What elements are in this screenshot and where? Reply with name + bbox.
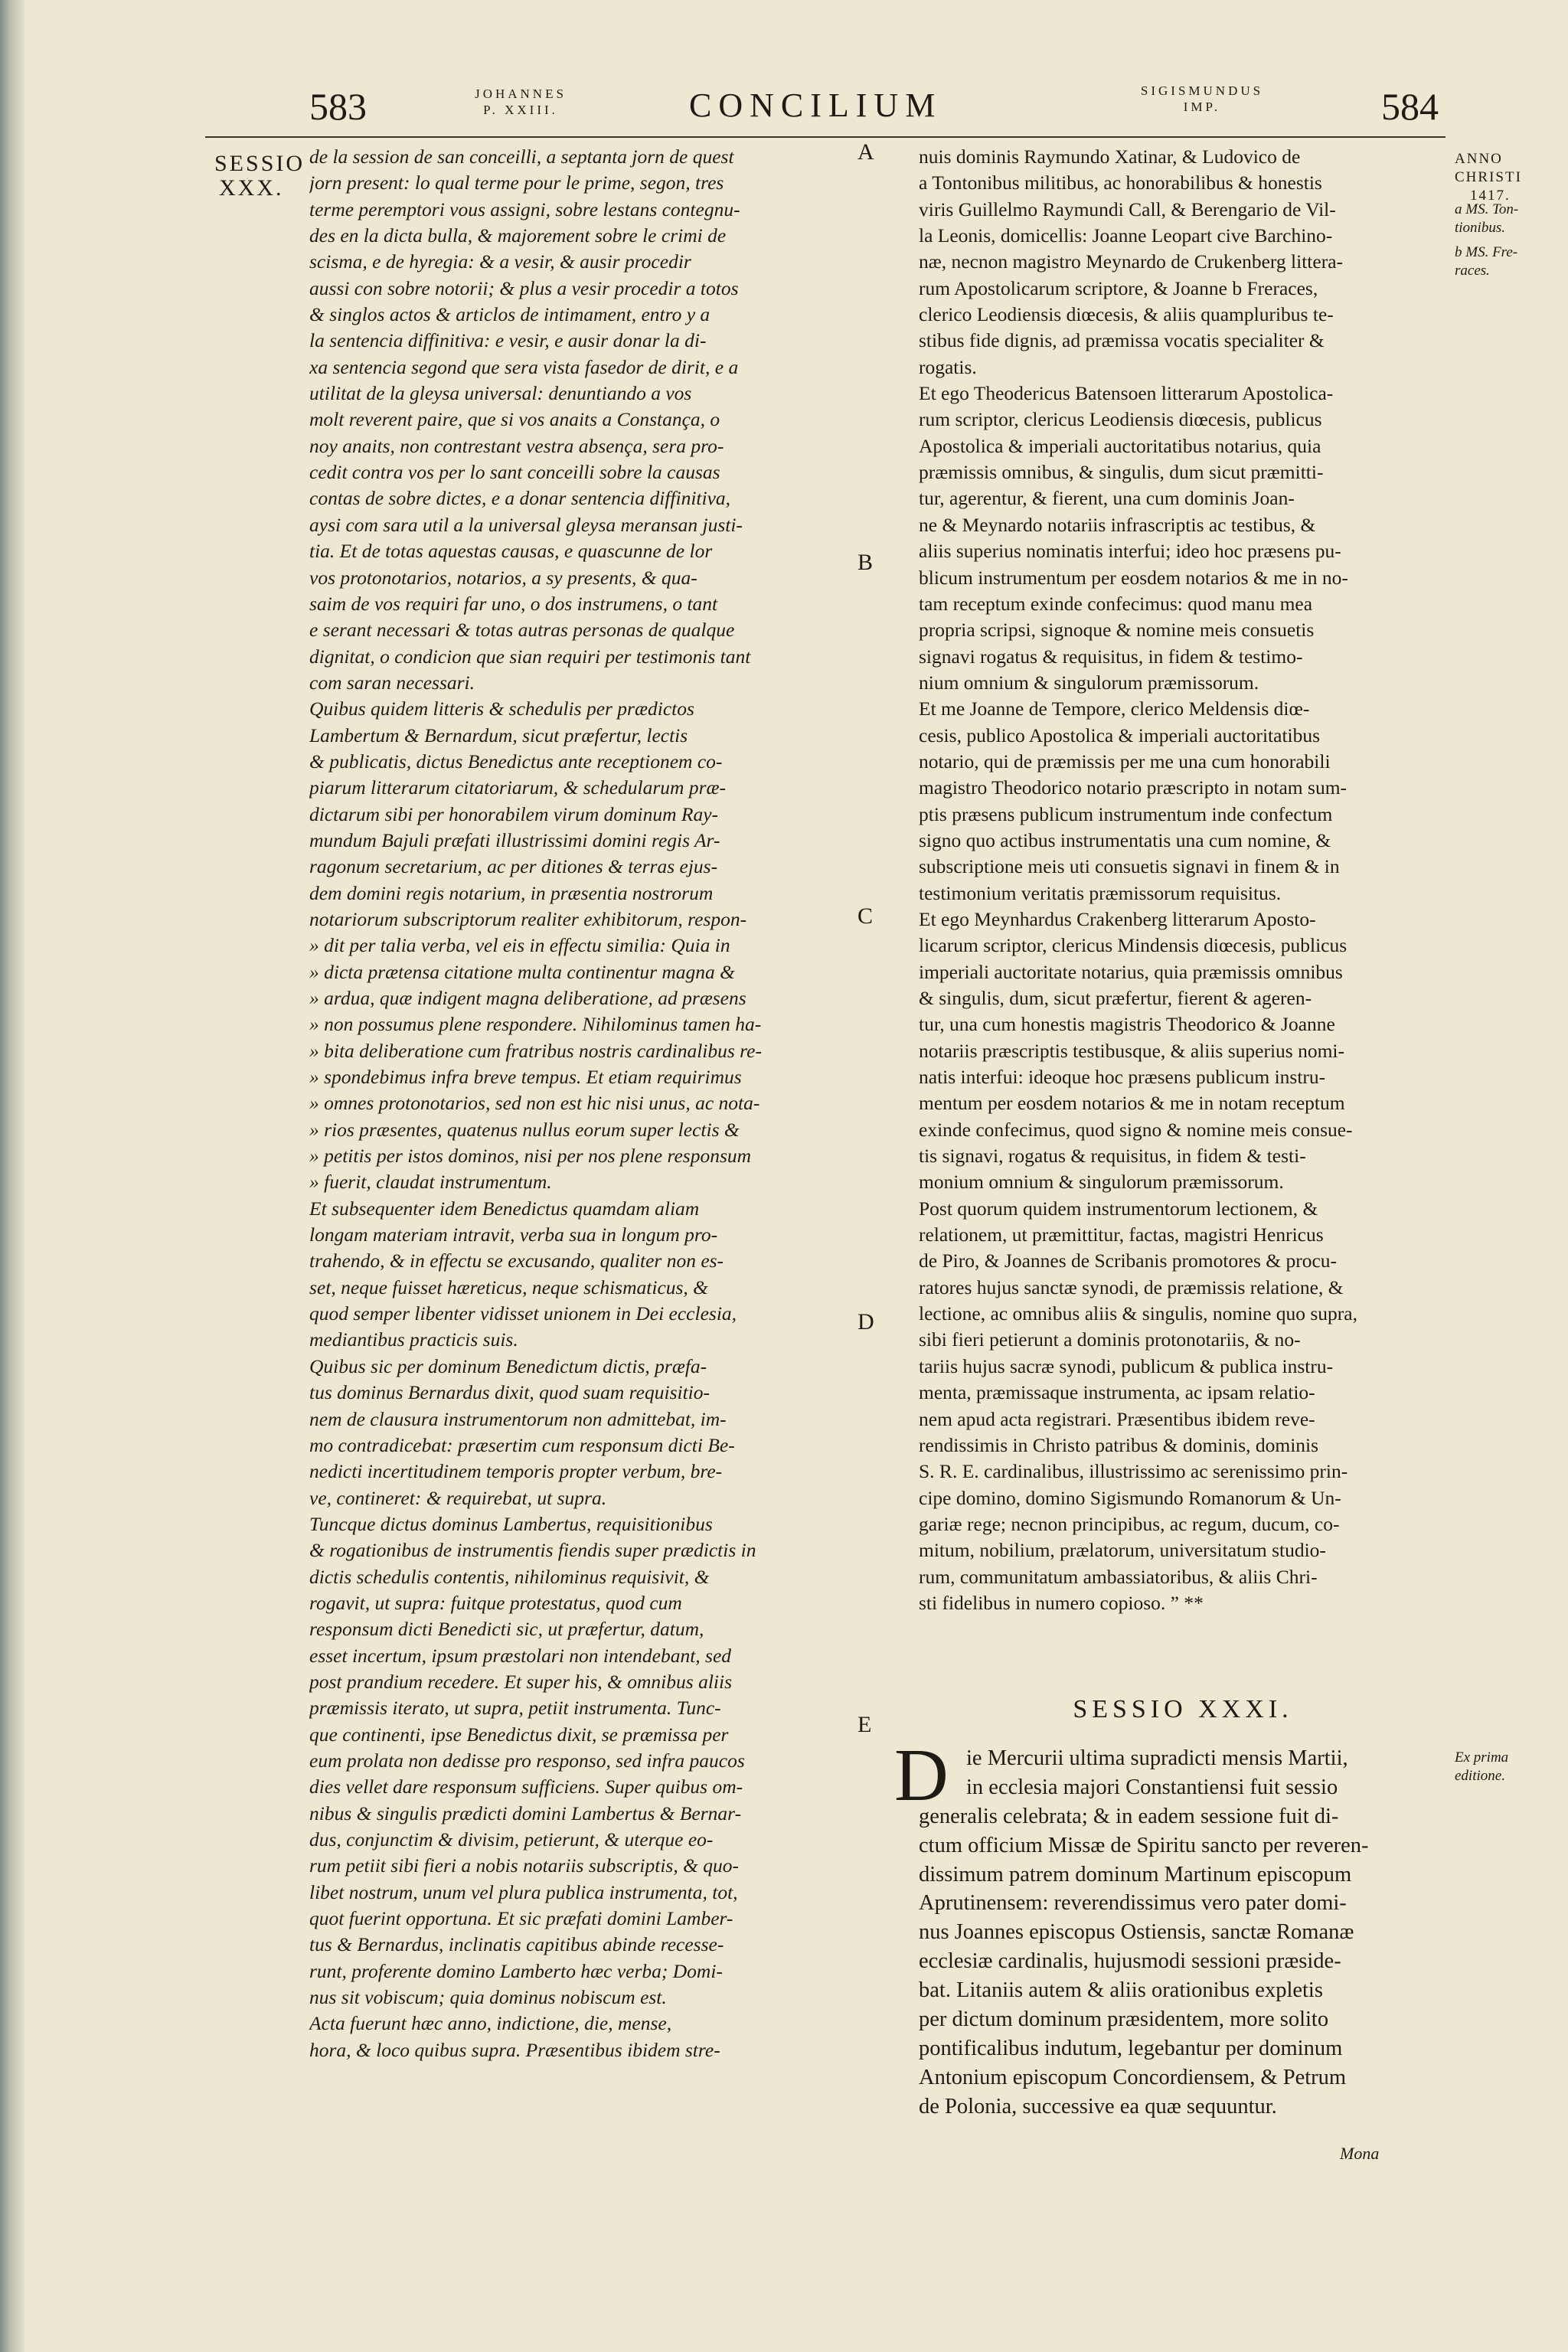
side-note-edition-line1: Ex prima: [1455, 1749, 1509, 1766]
left-column-line: de la session de san conceilli, a septanta jorn de quest: [309, 145, 734, 168]
right-column-line: gariæ rege; necnon principibus, ac regum, ducum, co-: [919, 1512, 1340, 1535]
right-column-line: a Tontonibus militibus, ac honorabilibus & honestis: [919, 172, 1322, 194]
margin-letter-e: E: [858, 1712, 872, 1737]
left-column-line: & rogationibus de instrumentis fiendis super prædictis in: [309, 1539, 756, 1562]
right-column-line: cipe domino, domino Sigismundo Romanorum & Un-: [919, 1486, 1341, 1509]
left-column: [309, 144, 850, 2063]
left-column-line: longam materiam intravit, verba sua in longum pro-: [309, 1223, 718, 1246]
left-column-line: tia. Et de totas aquestas causas, e quascunne de lor: [309, 540, 713, 563]
left-column-line: Lambertum & Bernardum, sicut præfertur, lectis: [309, 724, 688, 746]
running-head-left: [459, 86, 582, 118]
section-body-line: bat. Litaniis autem & aliis orationibus expletis: [919, 1978, 1323, 2003]
right-column-line: præmissis omnibus, & singulis, dum sicut præmitti-: [919, 461, 1324, 484]
left-column-line: dictarum sibi per honorabilem virum dominum Ray-: [309, 802, 719, 825]
right-column-line: nem apud acta registrari. Præsentibus ibidem reve-: [919, 1407, 1315, 1430]
side-note-edition-line2: editione.: [1455, 1768, 1505, 1784]
margin-letter-a: A: [858, 139, 874, 165]
right-column-line: Post quorum quidem instrumentorum lectionem, &: [919, 1197, 1318, 1220]
section-body-line: ctum officium Missæ de Spiritu sancto per reveren-: [919, 1833, 1369, 1857]
right-column-line: clerico Leodiensis diœcesis, & aliis quampluribus te-: [919, 303, 1334, 326]
right-column-line: sti fidelibus in numero copioso. ” **: [919, 1591, 1204, 1614]
right-column-line: viris Guillelmo Raymundi Call, & Berengario de Vil-: [919, 198, 1336, 220]
left-column-line: contas de sobre dictes, e a donar sentencia diffinitiva,: [309, 487, 731, 510]
anno-christi: [1455, 150, 1547, 205]
left-column-line: e serant necessari & totas autras personas de qualque: [309, 619, 735, 642]
section-body-line: ecclesiæ cardinalis, hujusmodi sessioni præside-: [919, 1949, 1341, 1974]
right-column-line: de Piro, & Joannes de Scribanis promotores & procu-: [919, 1250, 1338, 1272]
left-column-line: esset incertum, ipsum præstolari non intendebant, sed: [309, 1644, 732, 1667]
left-column-line: terme peremptori vous assigni, sobre lestans contegnu-: [309, 198, 740, 220]
right-column-line: notariis præscriptis testibusque, & aliis superius nomi-: [919, 1039, 1344, 1062]
right-column-line: næ, necnon magistro Meynardo de Crukenberg littera-: [919, 250, 1344, 273]
left-column-line: eum prolata non dedisse pro responso, sed infra paucos: [309, 1749, 745, 1772]
left-column-line: dignitat, o condicion que sian requiri per testimonis tant: [309, 645, 751, 668]
right-column-line: tur, una cum honestis magistris Theodorico & Joanne: [919, 1013, 1335, 1036]
page-title: CONCILIUM: [689, 87, 942, 124]
section-body-line: in ecclesia majori Constantiensi fuit sessio: [966, 1775, 1338, 1799]
right-column-line: tam receptum exinde confecimus: quod manu mea: [919, 592, 1313, 615]
left-column-line: Et subsequenter idem Benedictus quamdam aliam: [309, 1197, 700, 1220]
right-column-line: exinde confecimus, quod signo & nomine meis consue-: [919, 1118, 1353, 1141]
right-column-line: tariis hujus sacræ synodi, publicum & publica instru-: [919, 1354, 1334, 1377]
side-note-a-line1: a MS. Ton-: [1455, 201, 1519, 217]
left-column-line: & publicatis, dictus Benedictus ante receptionem co-: [309, 750, 723, 773]
right-column-line: Et me Joanne de Tempore, clerico Meldensis diœ-: [919, 697, 1310, 720]
left-column-line: post prandium recedere. Et super his, & omnibus aliis: [309, 1670, 732, 1693]
book-gutter: [0, 0, 24, 2352]
left-column-line: rum petiit sibi fieri a nobis notariis subscriptis, & quo-: [309, 1854, 740, 1877]
right-column-line: mentum per eosdem notarios & me in notam receptum: [919, 1092, 1345, 1115]
left-column-line: cedit contra vos per lo sant conceilli sobre la causas: [309, 461, 720, 484]
left-column-line: vos protonotarios, notarios, a sy presents, & qua-: [309, 566, 697, 589]
drop-cap: D: [894, 1734, 949, 1817]
section-body-line: pontificalibus indutum, legebantur per dominum: [919, 2036, 1343, 2060]
left-column-line: scisma, e de hyregia: & a vesir, & ausir procedir: [309, 250, 691, 273]
right-column-line: Et ego Theodericus Batensoen litterarum Apostolica-: [919, 382, 1334, 405]
left-column-line: rogavit, ut supra: fuitque protestatus, quod cum: [309, 1591, 682, 1614]
margin-letter-b: B: [858, 550, 874, 575]
left-column-line: » fuerit, claudat instrumentum.: [309, 1171, 552, 1194]
left-column-line: » spondebimus infra breve tempus. Et etiam requirimus: [309, 1066, 742, 1089]
right-column-line: ratores hujus sanctæ synodi, de præmissis relatione, &: [919, 1276, 1344, 1298]
left-column-line: » omnes protonotarios, sed non est hic nisi unus, ac nota-: [309, 1092, 760, 1115]
left-column-line: runt, proferente domino Lamberto hæc verba; Domi-: [309, 1959, 723, 1982]
right-column-line: relationem, ut præmittitur, factas, magistri Henricus: [919, 1223, 1324, 1246]
right-column-line: Et ego Meynhardus Crakenberg litterarum Aposto-: [919, 907, 1316, 930]
left-column-line: la sentencia diffinitiva: e vesir, e ausir donar la di-: [309, 329, 707, 352]
left-column-line: dies vellet dare responsum sufficiens. Super quibus om-: [309, 1775, 743, 1798]
left-column-line: com saran necessari.: [309, 671, 475, 694]
christi-line: CHRISTI: [1455, 169, 1522, 185]
right-column-line: sibi fieri petierunt a dominis protonotariis, & no-: [919, 1328, 1301, 1351]
left-column-line: » petitis per istos dominos, nisi per nos plene responsum: [309, 1145, 752, 1168]
right-column-line: imperiali auctoritate notarius, quia præmissis omnibus: [919, 960, 1343, 983]
right-column-line: signo quo actibus instrumentatis una cum nomine, &: [919, 828, 1331, 851]
right-column-line: mitum, nobilium, prælatorum, universitatum studio-: [919, 1539, 1326, 1562]
left-column-line: jorn present: lo qual terme pour le prime, segon, tres: [309, 172, 724, 194]
right-column-line: notario, qui de præmissis per me una cum honorabili: [919, 750, 1331, 773]
left-column-line: saim de vos requiri far uno, o dos instrumens, o tant: [309, 592, 718, 615]
section-body-line: nus Joannes episcopus Ostiensis, sanctæ Romanæ: [919, 1920, 1354, 1945]
left-column-line: mediantibus practicis suis.: [309, 1328, 518, 1351]
left-column-line: responsum dicti Benedicti sic, ut præfertur, datum,: [309, 1618, 704, 1641]
left-column-line: ragonum secretarium, ac per ditiones & terras ejus-: [309, 855, 718, 878]
left-column-line: » ardua, quæ indigent magna deliberatione, ad præsens: [309, 987, 746, 1009]
right-column-line: blicum instrumentum per eosdem notarios & me in no-: [919, 566, 1348, 589]
page-number-right: 584: [1381, 85, 1439, 128]
right-column-line: monium omnium & singulorum præmissorum.: [919, 1171, 1284, 1194]
section-body-line: Antonium episcopum Concordiensem, & Petrum: [919, 2065, 1347, 2089]
running-head-right-line2: IMP.: [1183, 100, 1221, 114]
left-column-line: nibus & singulis prædicti domini Lambertus & Bernar-: [309, 1802, 742, 1824]
section-body-line: de Polonia, successive ea quæ sequuntur.: [919, 2094, 1277, 2118]
left-column-line: que continenti, ipse Benedictus dixit, se præmissa per: [309, 1723, 729, 1746]
section-body-line: Aprutinensem: reverendissimus vero pater domi-: [919, 1891, 1347, 1916]
left-column-line: Acta fuerunt hæc anno, indictione, die, mense,: [309, 2012, 672, 2035]
left-column-line: præmissis iterato, ut supra, petiit instrumenta. Tunc-: [309, 1697, 721, 1720]
right-column-line: aliis superius nominatis interfui; ideo hoc præsens pu-: [919, 540, 1341, 563]
left-column-line: » rios præsentes, quatenus nullus eorum super lectis &: [309, 1118, 740, 1141]
left-column-line: quod semper libenter vidisset unionem in Dei ecclesia,: [309, 1302, 737, 1325]
side-note-edition: [1455, 1749, 1554, 1785]
side-note-b-line2: races.: [1455, 263, 1490, 279]
year-line: 1417.: [1470, 188, 1511, 204]
right-column-line: subscriptione meis uti consuetis signavi in finem & in: [919, 855, 1340, 878]
side-note-a-line2: tionibus.: [1455, 220, 1505, 236]
left-column-line: » dit per talia verba, vel eis in effectu similia: Quia in: [309, 934, 730, 957]
right-column-line: menta, præmissaque instrumenta, ac ipsam relatio-: [919, 1381, 1315, 1404]
left-column-line: set, neque fuisset hæreticus, neque schismaticus, &: [309, 1276, 709, 1298]
right-column-line: ne & Meynardo notariis infrascriptis ac testibus, &: [919, 513, 1316, 536]
margin-letter-c: C: [858, 903, 874, 929]
right-column-line: rum, communitatum ambassiatoribus, & aliis Chri-: [919, 1565, 1318, 1588]
right-column-line: rendissimis in Christo patribus & dominis, dominis: [919, 1433, 1319, 1456]
right-column-line: S. R. E. cardinalibus, illustrissimo ac serenissimo prin-: [919, 1460, 1348, 1483]
left-column-line: & singlos actos & articlos de intimament, entro y a: [309, 303, 710, 326]
right-column-line: stibus fide dignis, ad præmissa vocatis specialiter &: [919, 329, 1325, 352]
right-column-line: ptis præsens publicum instrumentum inde confectum: [919, 802, 1333, 825]
running-head-left-line2: P. XXIII.: [483, 103, 558, 117]
left-column-line: » dicta prætensa citatione multa continentur magna &: [309, 960, 735, 983]
section-body-line: generalis celebrata; & in eadem sessione fuit di-: [919, 1804, 1339, 1828]
right-column-line: licarum scriptor, clericus Mindensis diœcesis, publicus: [919, 934, 1348, 957]
left-column-line: notariorum subscriptorum realiter exhibitorum, respon-: [309, 907, 747, 930]
right-column-line: rogatis.: [919, 355, 977, 378]
left-column-line: tus dominus Bernardus dixit, quod suam requisitio-: [309, 1381, 710, 1404]
right-column-line: natis interfui: ideoque hoc præsens publicum instru-: [919, 1066, 1326, 1089]
side-note-b-line1: b MS. Fre-: [1455, 244, 1518, 260]
right-column-line: la Leonis, domicellis: Joanne Leopart cive Barchino-: [919, 224, 1333, 247]
left-column-line: » non possumus plene respondere. Nihilominus tamen ha-: [309, 1013, 762, 1036]
right-column-line: nium omnium & singulorum præmissorum.: [919, 671, 1259, 694]
right-column-line: rum Apostolicarum scriptore, & Joanne b Freraces,: [919, 276, 1318, 299]
right-column-line: tis signavi, rogatus & requisitus, in fidem & testi-: [919, 1145, 1306, 1168]
left-column-line: utilitat de la gleysa universal: denuntiando a vos: [309, 382, 692, 405]
left-column-line: trahendo, & in effectu se excusando, qualiter non es-: [309, 1250, 724, 1272]
left-column-line: hora, & loco quibus supra. Præsentibus ibidem stre-: [309, 2038, 720, 2061]
right-column-line: testimonium veritatis præmissorum requisitus.: [919, 881, 1282, 904]
side-note-b: [1455, 243, 1554, 280]
section-body: [919, 1744, 1447, 2122]
right-column-line: Apostolica & imperiali auctoritatibus notarius, quia: [919, 434, 1321, 457]
running-head-left-line1: JOHANNES: [475, 87, 567, 101]
left-column-line: libet nostrum, unum vel plura publica instrumenta, tot,: [309, 1880, 738, 1903]
left-column-line: mundum Bajuli præfati illustrissimi domini regis Ar-: [309, 828, 720, 851]
section-title: SESSIO XXXI.: [1073, 1695, 1293, 1723]
left-column-line: ve, contineret: & requirebat, ut supra.: [309, 1486, 607, 1509]
left-column-line: Quibus sic per dominum Benedictum dictis, præfa-: [309, 1354, 707, 1377]
left-column-line: quot fuerint opportuna. Et sic præfati domini Lamber-: [309, 1907, 733, 1930]
session-marker-line1: SESSIO: [214, 151, 305, 176]
left-column-line: piarum litterarum citatoriarum, & schedularum præ-: [309, 776, 727, 799]
left-column-line: xa sentencia segond que sera vista fasedor de dirit, e a: [309, 355, 739, 378]
right-column-line: cesis, publico Apostolica & imperiali auctoritatibus: [919, 724, 1321, 746]
session-marker-line2: XXX.: [219, 175, 284, 201]
left-column-line: aysi com sara util a la universal gleysa meransan justi-: [309, 513, 743, 536]
right-column-line: magistro Theodorico notario præscripto in notam sum-: [919, 776, 1348, 799]
section-body-line: dissimum patrem dominum Martinum episcopum: [919, 1862, 1352, 1886]
right-column-line: rum scriptor, clericus Leodiensis diœcesis, publicus: [919, 408, 1322, 431]
right-column-line: tur, agerentur, & fierent, una cum dominis Joan-: [919, 487, 1295, 510]
left-column-line: noy anaits, non contrestant vestra absença, sera pro-: [309, 434, 724, 457]
left-column-line: molt reverent paire, que si vos anaits a Constança, o: [309, 408, 720, 431]
left-column-line: » bita deliberatione cum fratribus nostris cardinalibus re-: [309, 1039, 762, 1062]
right-column-line: signavi rogatus & requisitus, in fidem & testimo-: [919, 645, 1303, 668]
right-column-line: nuis dominis Raymundo Xatinar, & Ludovico de: [919, 145, 1301, 168]
left-column-line: aussi con sobre notorii; & plus a vesir procedir a totos: [309, 276, 739, 299]
left-column-line: dictis schedulis contentis, nihilominus requisivit, &: [309, 1565, 710, 1588]
side-note-a: [1455, 201, 1554, 237]
left-column-line: mo contradicebat: præsertim cum responsum dicti Be-: [309, 1433, 735, 1456]
session-marker: [214, 152, 305, 201]
running-head-right: [1110, 83, 1294, 115]
left-column-line: des en la dicta bulla, & majorement sobre le crimi de: [309, 224, 727, 247]
right-column: [919, 144, 1447, 1616]
running-head-right-line1: SIGISMUNDUS: [1140, 83, 1264, 98]
margin-letter-d: D: [858, 1309, 874, 1334]
section-body-line: ie Mercurii ultima supradicti mensis Martii,: [966, 1746, 1348, 1770]
right-column-line: propria scripsi, signoque & nomine meis consuetis: [919, 619, 1315, 642]
left-column-line: nem de clausura instrumentorum non admittebat, im-: [309, 1407, 727, 1430]
catchword: Mona: [1340, 2144, 1380, 2163]
right-column-line: & singulis, dum, sicut præfertur, fierent & ageren-: [919, 987, 1312, 1009]
left-column-line: Tuncque dictus dominus Lambertus, requisitionibus: [309, 1512, 713, 1535]
anno-line: ANNO: [1455, 151, 1503, 167]
right-column-line: lectione, ac omnibus aliis & singulis, nomine quo supra,: [919, 1302, 1357, 1325]
left-column-line: nedicti incertitudinem temporis propter verbum, bre-: [309, 1460, 723, 1483]
section-body-line: per dictum dominum præsidentem, more solito: [919, 2007, 1329, 2032]
left-column-line: tus & Bernardus, inclinatis capitibus abinde recesse-: [309, 1933, 724, 1956]
page-number-left: 583: [309, 85, 367, 128]
left-column-line: dem domini regis notarium, in præsentia nostrorum: [309, 881, 714, 904]
left-column-line: dus, conjunctim & divisim, petierunt, & uterque eo-: [309, 1828, 714, 1851]
left-column-line: nus sit vobiscum; quia dominus nobiscum est.: [309, 1986, 667, 2009]
header-rule: [205, 136, 1446, 138]
left-column-line: Quibus quidem litteris & schedulis per prædictos: [309, 697, 694, 720]
